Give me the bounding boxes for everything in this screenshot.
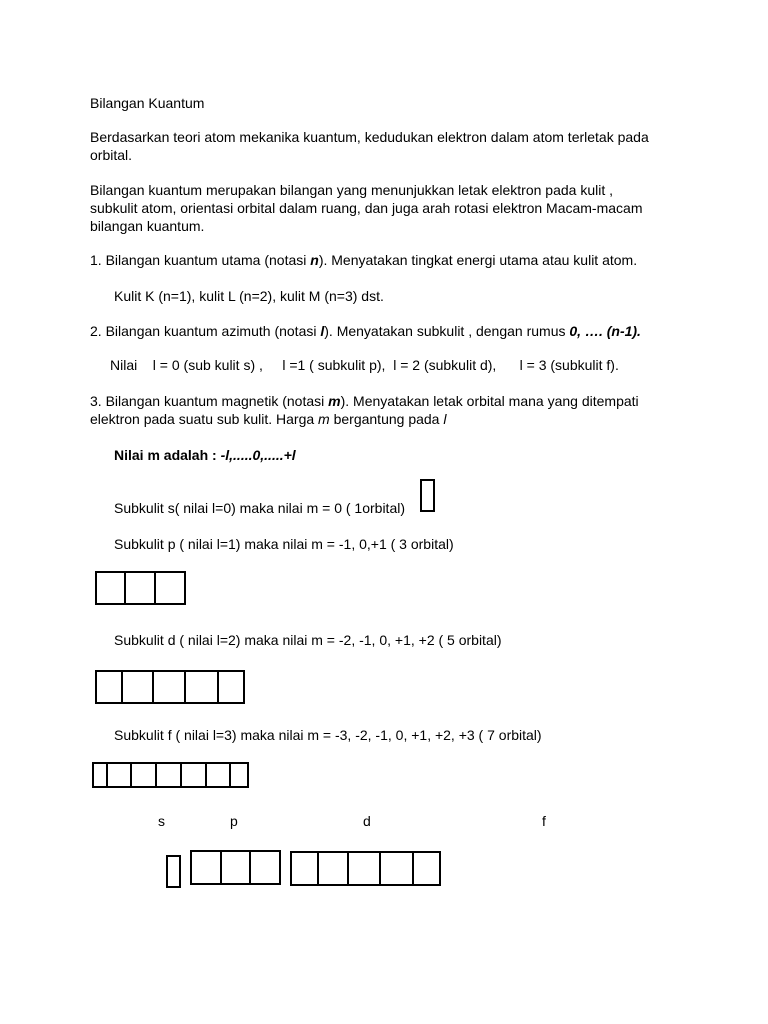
item-1-prefix: 1. Bilangan kuantum utama (notasi	[90, 252, 311, 268]
item-3-notation: m	[328, 393, 341, 409]
orbital-boxes-p	[95, 571, 186, 605]
orbital-cell	[290, 851, 319, 886]
m-values-line	[114, 446, 296, 464]
item-2-notation: l	[320, 323, 325, 339]
definition-line-3: bilangan kuantum.	[90, 218, 205, 234]
item-3-line-2-mid: bergantung pada	[329, 411, 444, 427]
item-3-line-2	[90, 410, 446, 428]
summary-label-p: p	[230, 813, 238, 829]
subshell-s-text: Subkulit s( nilai l=0) maka nilai m = 0 ( 1orbital)	[114, 500, 406, 516]
item-2-heading	[90, 322, 641, 340]
orbital-cell	[207, 762, 231, 788]
item-1-notation: n	[310, 252, 319, 268]
orbital-boxes-d	[95, 670, 245, 704]
subshell-p-text: Subkulit p ( nilai l=1) maka nilai m = -1, 0,+1 ( 3 orbital)	[114, 536, 454, 552]
orbital-cell	[108, 762, 132, 788]
item-3-prefix: 3. Bilangan kuantum magnetik (notasi	[90, 393, 329, 409]
item-2-prefix: 2. Bilangan kuantum azimuth (notasi	[90, 323, 321, 339]
item-1-suffix: ). Menyatakan tingkat energi utama atau kulit atom.	[318, 252, 638, 268]
m-values-prefix: Nilai m adalah :	[114, 447, 221, 463]
item-3-line-2-prefix: elektron pada suatu sub kulit. Harga	[90, 411, 319, 427]
summary-orbitals-d	[290, 851, 441, 886]
orbital-cell	[222, 850, 251, 885]
orbital-cell	[126, 571, 156, 605]
item-3-suffix: ). Menyatakan letak orbital mana yang ditempati	[340, 393, 639, 409]
definition-line-2: subkulit atom, orientasi orbital dalam ruang, dan juga arah rotasi elektron Macam-macam	[90, 200, 643, 216]
orbital-cell	[157, 762, 182, 788]
orbital-cell	[95, 670, 123, 704]
subshell-d-text: Subkulit d ( nilai l=2) maka nilai m = -2, -1, 0, +1, +2 ( 5 orbital)	[114, 632, 502, 648]
item-2-suffix: ). Menyatakan subkulit , dengan rumus	[324, 323, 570, 339]
orbital-boxes-f	[92, 762, 249, 788]
item-3-line-2-l: l	[443, 411, 447, 427]
item-1-heading	[90, 251, 637, 269]
orbital-cell	[154, 670, 186, 704]
orbital-cell	[156, 571, 186, 605]
item-2-values: Nilai l = 0 (sub kulit s) , l =1 ( subkulit p), l = 2 (subkulit d), l = 3 (subkulit f).	[110, 357, 619, 373]
orbital-cell	[319, 851, 349, 886]
orbital-box-s	[420, 479, 435, 512]
orbital-cell	[190, 850, 222, 885]
document-title: Bilangan Kuantum	[90, 95, 205, 111]
m-values-formula: -l,.....0,.....+l	[220, 447, 296, 463]
item-3-heading	[90, 392, 639, 410]
summary-label-f: f	[542, 813, 546, 829]
orbital-cell	[123, 670, 154, 704]
orbital-cell	[381, 851, 414, 886]
intro-line-2: orbital.	[90, 147, 133, 163]
definition-line-1: Bilangan kuantum merupakan bilangan yang menunjukkan letak elektron pada kulit ,	[90, 182, 614, 198]
orbital-cell	[132, 762, 157, 788]
item-2-formula: 0, …. (n-1).	[569, 323, 641, 339]
summary-label-d: d	[363, 813, 371, 829]
orbital-cell	[186, 670, 219, 704]
summary-label-s: s	[158, 813, 165, 829]
orbital-cell	[219, 670, 245, 704]
intro-line-1: Berdasarkan teori atom mekanika kuantum, kedudukan elektron dalam atom terletak pada	[90, 129, 649, 145]
orbital-cell	[231, 762, 249, 788]
orbital-cell	[92, 762, 108, 788]
orbital-cell	[414, 851, 441, 886]
orbital-cell	[95, 571, 126, 605]
item-1-example: Kulit K (n=1), kulit L (n=2), kulit M (n=3) dst.	[114, 288, 384, 304]
summary-orbitals-p	[190, 850, 281, 885]
item-3-line-2-m: m	[318, 411, 330, 427]
summary-orbital-s	[166, 855, 181, 888]
orbital-cell	[182, 762, 207, 788]
orbital-cell	[349, 851, 381, 886]
orbital-cell	[251, 850, 281, 885]
subshell-f-text: Subkulit f ( nilai l=3) maka nilai m = -3, -2, -1, 0, +1, +2, +3 ( 7 orbital)	[114, 727, 542, 743]
